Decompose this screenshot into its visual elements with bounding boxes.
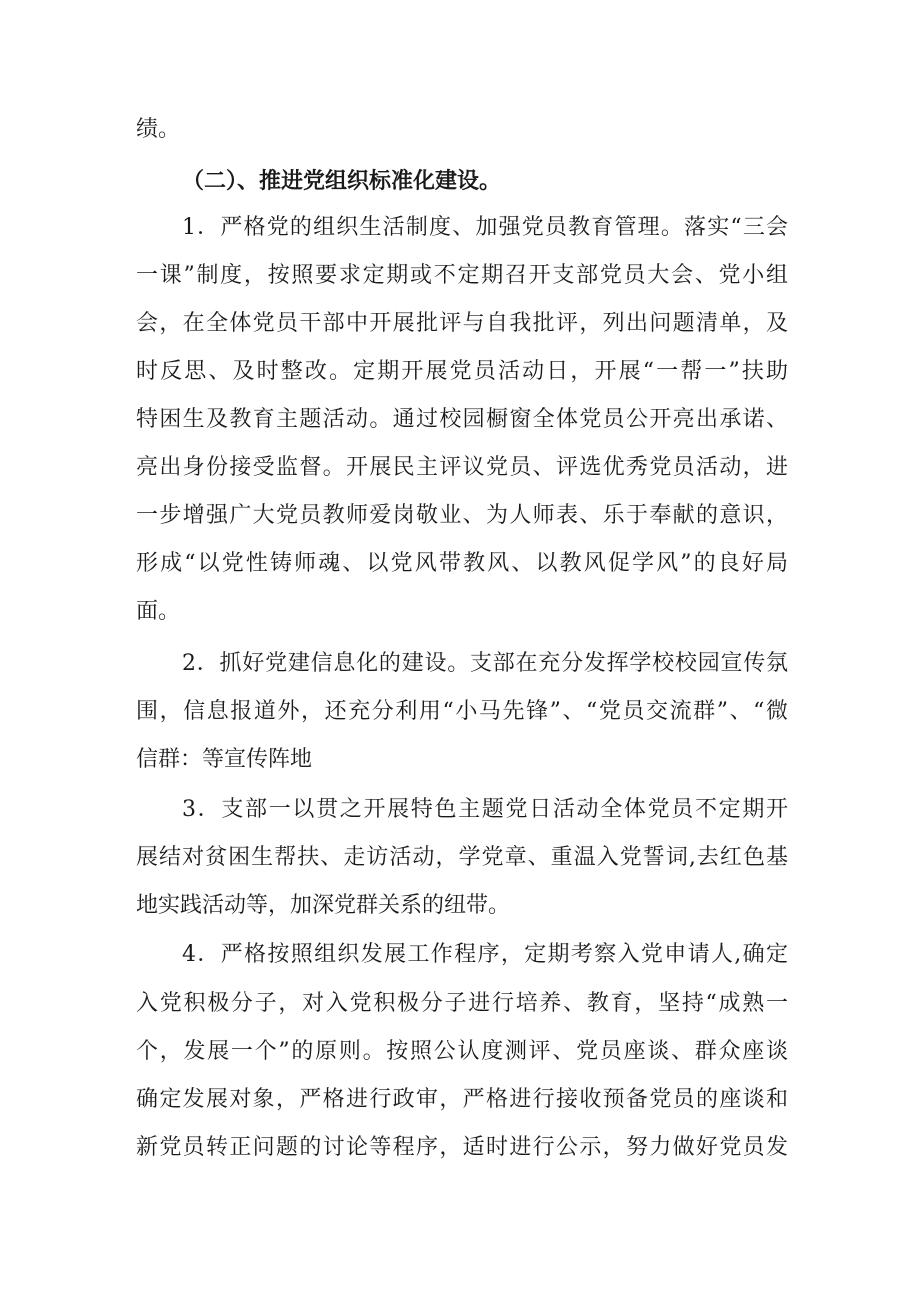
text-line: 绩。	[136, 117, 181, 142]
text-line: 地实践活动等，加深党群关系的纽带。	[136, 893, 511, 918]
text-line: 信群：等宣传阵地	[136, 747, 313, 772]
text-line: 时反思、及时整改。定期开展党员活动日，开展“一帮一”扶助	[136, 359, 788, 384]
text-line: 4．严格按照组织发展工作程序，定期考察入党申请人,确定	[182, 942, 788, 967]
text-line: 亮出身份接受监督。开展民主评议党员、评选优秀党员活动，进	[136, 455, 788, 480]
text-line: 面。	[136, 599, 181, 624]
text-line: 展结对贫困生帮扶、走访活动，学党章、重温入党誓词,去红色基	[136, 845, 788, 870]
section-heading: （二）、推进党组织标准化建设。	[182, 169, 502, 194]
text-line: 3．支部一以贯之开展特色主题党日活动全体党员不定期开	[182, 797, 788, 822]
text-line: 1．严格党的组织生活制度、加强党员教育管理。落实“三会	[182, 215, 788, 240]
text-line: 2．抓好党建信息化的建设。支部在充分发挥学校校园宣传氛	[182, 651, 788, 676]
text-line: 一步增强广大党员教师爱岗敬业、为人师表、乐于奉献的意识，	[136, 503, 788, 528]
text-line: 一课”制度，按照要求定期或不定期召开支部党员大会、党小组	[136, 263, 788, 288]
text-line: 会，在全体党员干部中开展批评与自我批评，列出问题清单，及	[136, 311, 788, 336]
text-line: 特困生及教育主题活动。通过校园橱窗全体党员公开亮出承诺、	[136, 407, 788, 432]
text-line: 新党员转正问题的讨论等程序，适时进行公示，努力做好党员发	[136, 1135, 788, 1160]
text-line: 个，发展一个”的原则。按照公认度测评、党员座谈、群众座谈	[136, 1039, 788, 1064]
text-line: 确定发展对象，严格进行政审，严格进行接收预备党员的座谈和	[136, 1087, 788, 1112]
text-line: 入党积极分子，对入党积极分子进行培养、教育，坚持“成熟一	[136, 991, 788, 1016]
text-line: 围，信息报道外，还充分利用“小马先锋”、“党员交流群”、“微	[136, 699, 788, 724]
text-line: 形成“以党性铸师魂、以党风带教风、以教风促学风”的良好局	[136, 551, 788, 576]
